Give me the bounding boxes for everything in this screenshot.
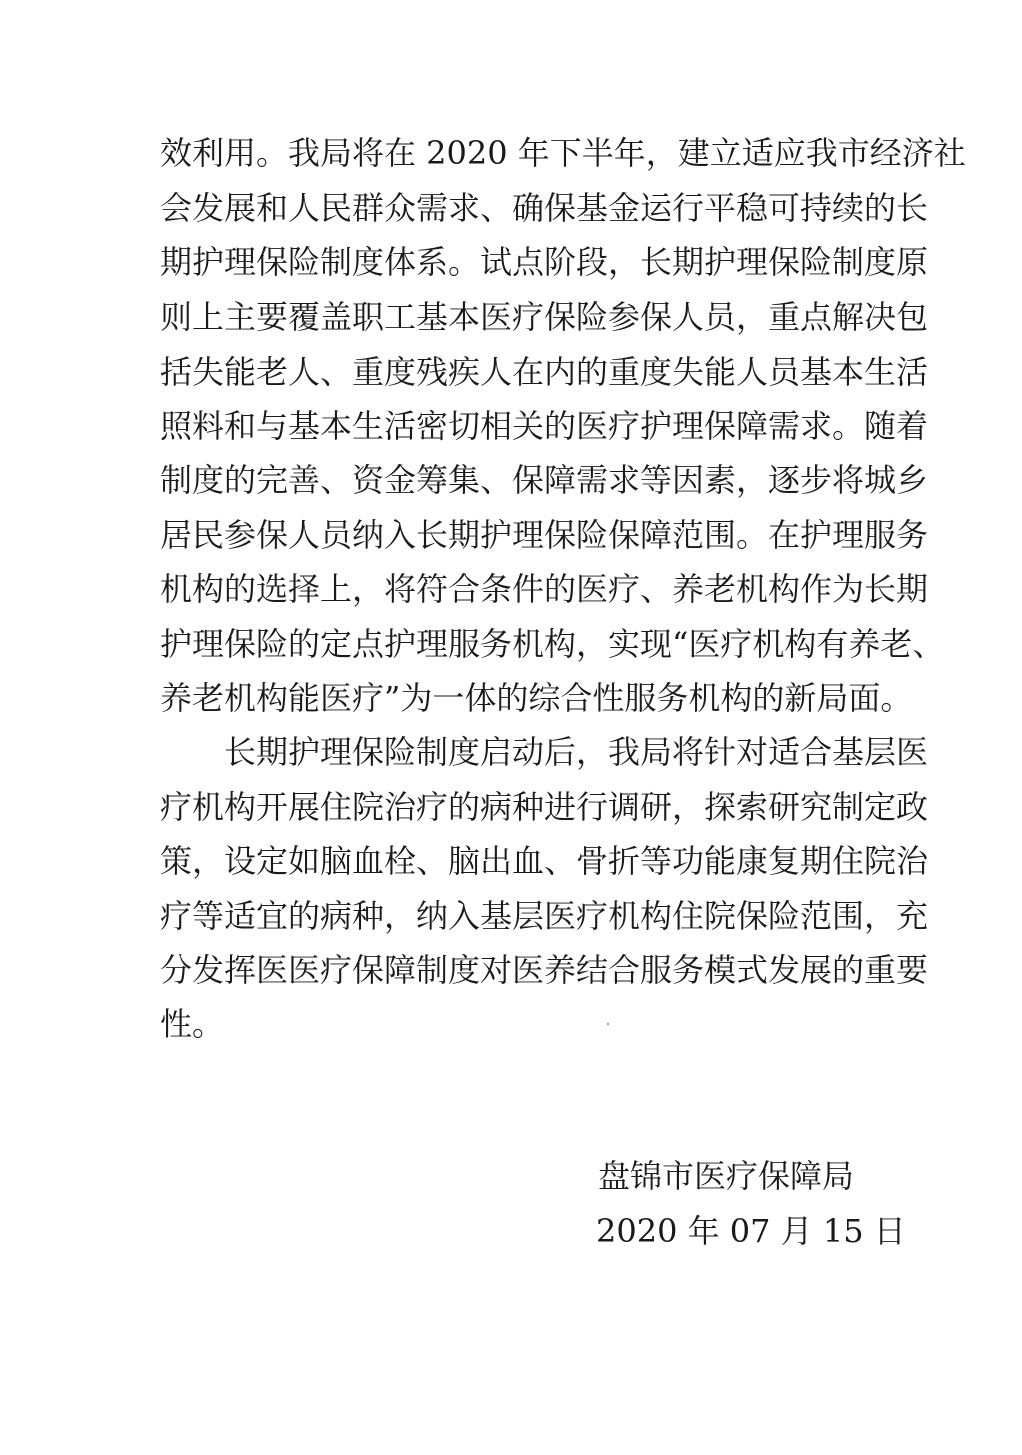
issue-date: 2020 年 07 月 15 日 <box>596 1212 906 1250</box>
text-line: 长期护理保险制度启动后，我局将针对适合基层医 <box>224 733 929 771</box>
text-line: 则上主要覆盖职工基本医疗保险参保人员，重点解决包 <box>160 298 929 336</box>
text-line: 括失能老人、重度残疾人在内的重度失能人员基本生活 <box>160 353 929 391</box>
text-line: 分发挥医医疗保障制度对医养结合服务模式发展的重要 <box>160 951 929 989</box>
text-line: 护理保险的定点护理服务机构，实现“医疗机构有养老、 <box>160 625 945 663</box>
text-line: 策，设定如脑血栓、脑出血、骨折等功能康复期住院治 <box>160 842 929 880</box>
text-line: 疗等适宜的病种，纳入基层医疗机构住院保险范围，充 <box>160 897 929 935</box>
text-line: 制度的完善、资金筹集、保障需求等因素，逐步将城乡 <box>160 461 929 499</box>
text-line: 疗机构开展住院治疗的病种进行调研，探索研究制定政 <box>160 788 929 826</box>
text-line: 机构的选择上，将符合条件的医疗、养老机构作为长期 <box>160 570 929 608</box>
text-line: 养老机构能医疗”为一体的综合性服务机构的新局面。 <box>160 679 913 717</box>
scan-speck <box>607 1023 609 1025</box>
text-line: 效利用。我局将在 2020 年下半年，建立适应我市经济社 <box>160 134 966 172</box>
text-line: 会发展和人民群众需求、确保基金运行平稳可持续的长 <box>160 189 929 227</box>
text-line: 居民参保人员纳入长期护理保险保障范围。在护理服务 <box>160 516 929 554</box>
text-line: 照料和与基本生活密切相关的医疗护理保障需求。随着 <box>160 407 929 445</box>
text-line: 性。 <box>160 1005 225 1043</box>
issuing-organization: 盘锦市医疗保障局 <box>598 1157 855 1195</box>
text-line: 期护理保险制度体系。试点阶段，长期护理保险制度原 <box>160 243 929 281</box>
